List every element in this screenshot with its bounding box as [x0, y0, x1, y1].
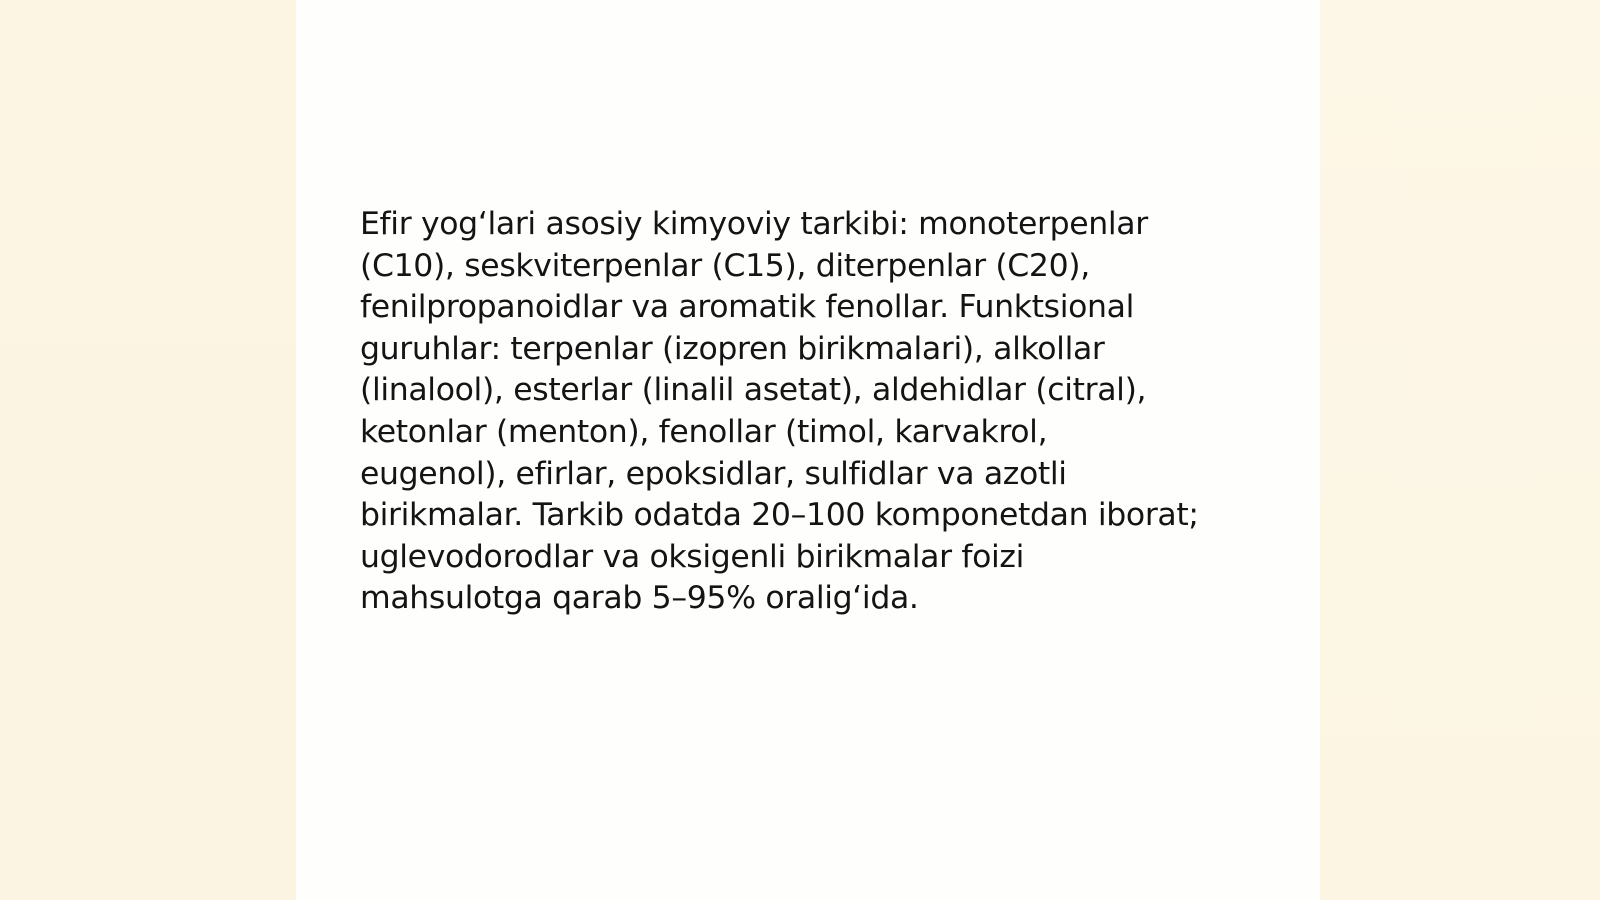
- right-margin-area: [1320, 0, 1600, 900]
- left-margin-area: [0, 0, 296, 900]
- slide-body-text: Efir yog‘lari asosiy kimyoviy tarkibi: monoterpenlar (C10), seskviterpenlar (C15), diterpenlar (C20), fenilpropanoidlar va aromatik fenollar. Funktsional guruhlar: terpenlar (izopren birikmalari), alkollar (linalool), esterlar (linalil asetat), aldehidlar (citral), ketonlar (menton), fenollar (timol, karvakrol, eugenol), efirlar, epoksidlar, sulfidlar va azotli birikmalar. Tarkib odatda 20–100 komponetdan iborat; uglevodorodlar va oksigenli birikmalar foizi mahsulotga qarab 5–95% oralig‘ida.: [360, 206, 1199, 617]
- slide-canvas: [296, 0, 1320, 900]
